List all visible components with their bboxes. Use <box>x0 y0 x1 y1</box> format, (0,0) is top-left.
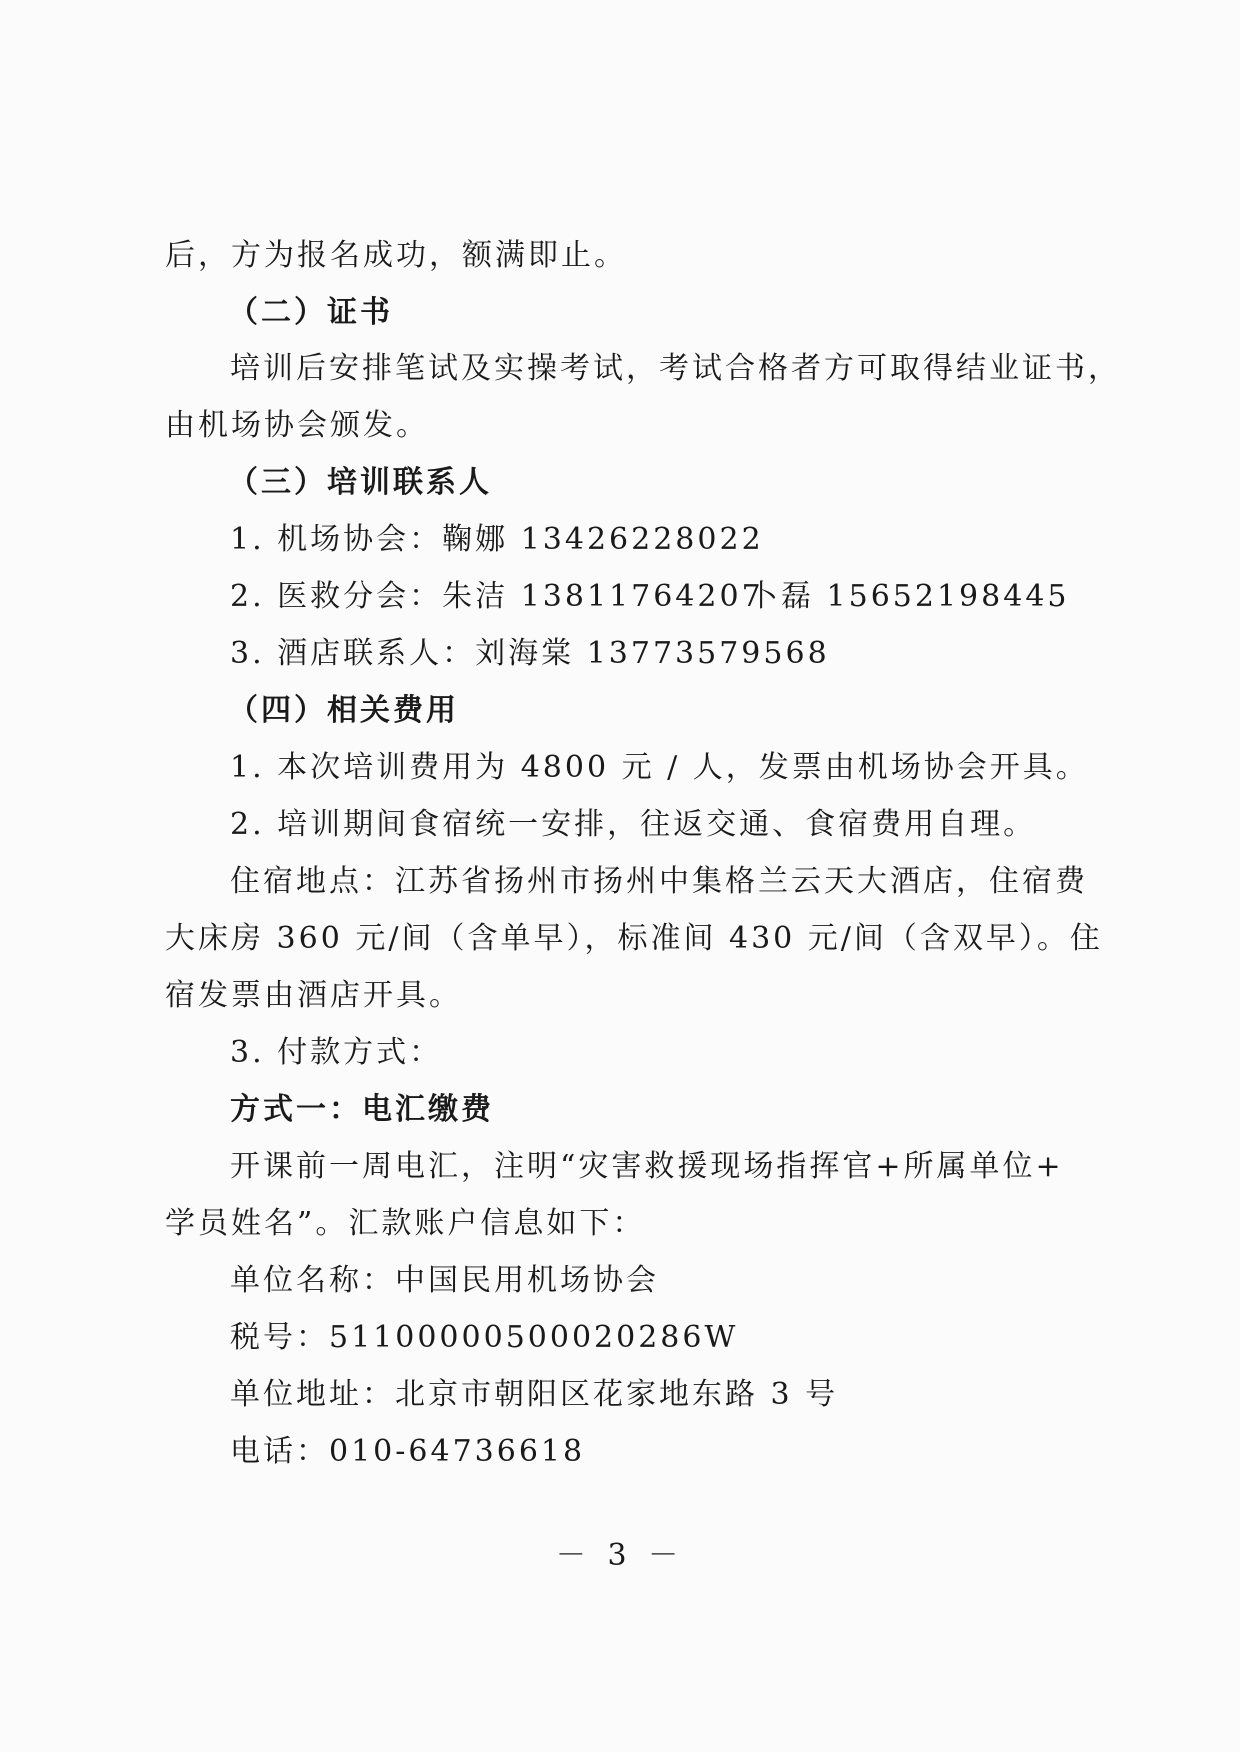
text-line-certificate: 培训后安排笔试及实操考试，考试合格者方可取得结业证书， <box>230 351 1121 386</box>
text-line-wire-note-cont: 学员姓名”。汇款账户信息如下： <box>165 1206 646 1241</box>
text-line-continuation: 后，方为报名成功，额满即止。 <box>165 238 627 273</box>
contact-medical-branch-second: 卜磊 15652198445 <box>748 579 1070 614</box>
account-tax-number: 税号：51100000500020286W <box>230 1320 739 1355</box>
account-address: 单位地址：北京市朝阳区花家地东路 3 号 <box>230 1377 839 1412</box>
text-line-training-fee: 1. 本次培训费用为 4800 元 / 人，发票由机场协会开具。 <box>230 750 1089 785</box>
contact-hotel: 3. 酒店联系人：刘海棠 13773579568 <box>230 636 830 671</box>
section-heading-certificate: （二）证书 <box>228 295 393 330</box>
account-unit-name: 单位名称：中国民用机场协会 <box>230 1263 659 1298</box>
section-heading-fees: （四）相关费用 <box>228 693 459 728</box>
contact-airport-association: 1. 机场协会：鞠娜 13426228022 <box>230 522 764 557</box>
text-line-certificate-cont: 由机场协会颁发。 <box>165 408 429 443</box>
text-line-room-rates: 大床房 360 元/间（含单早），标准间 430 元/间（含双早）。住 <box>165 921 1103 956</box>
text-line-accommodation-arrangement: 2. 培训期间食宿统一安排，往返交通、食宿费用自理。 <box>230 807 1037 842</box>
text-line-wire-note: 开课前一周电汇，注明“灾害救援现场指挥官+所属单位+ <box>230 1149 1064 1184</box>
text-line-hotel-invoice: 宿发票由酒店开具。 <box>165 978 462 1013</box>
text-line-payment-methods: 3. 付款方式： <box>230 1035 443 1070</box>
contact-medical-branch: 2. 医救分会：朱洁 13811764207 <box>230 579 764 614</box>
section-heading-contacts: （三）培训联系人 <box>228 465 492 500</box>
payment-method-one-heading: 方式一：电汇缴费 <box>230 1092 494 1127</box>
account-phone: 电话：010-64736618 <box>230 1434 586 1469</box>
page-number: － 3 － <box>555 1538 685 1573</box>
text-line-accommodation-location: 住宿地点：江苏省扬州市扬州中集格兰云天大酒店，住宿费 <box>230 864 1088 899</box>
